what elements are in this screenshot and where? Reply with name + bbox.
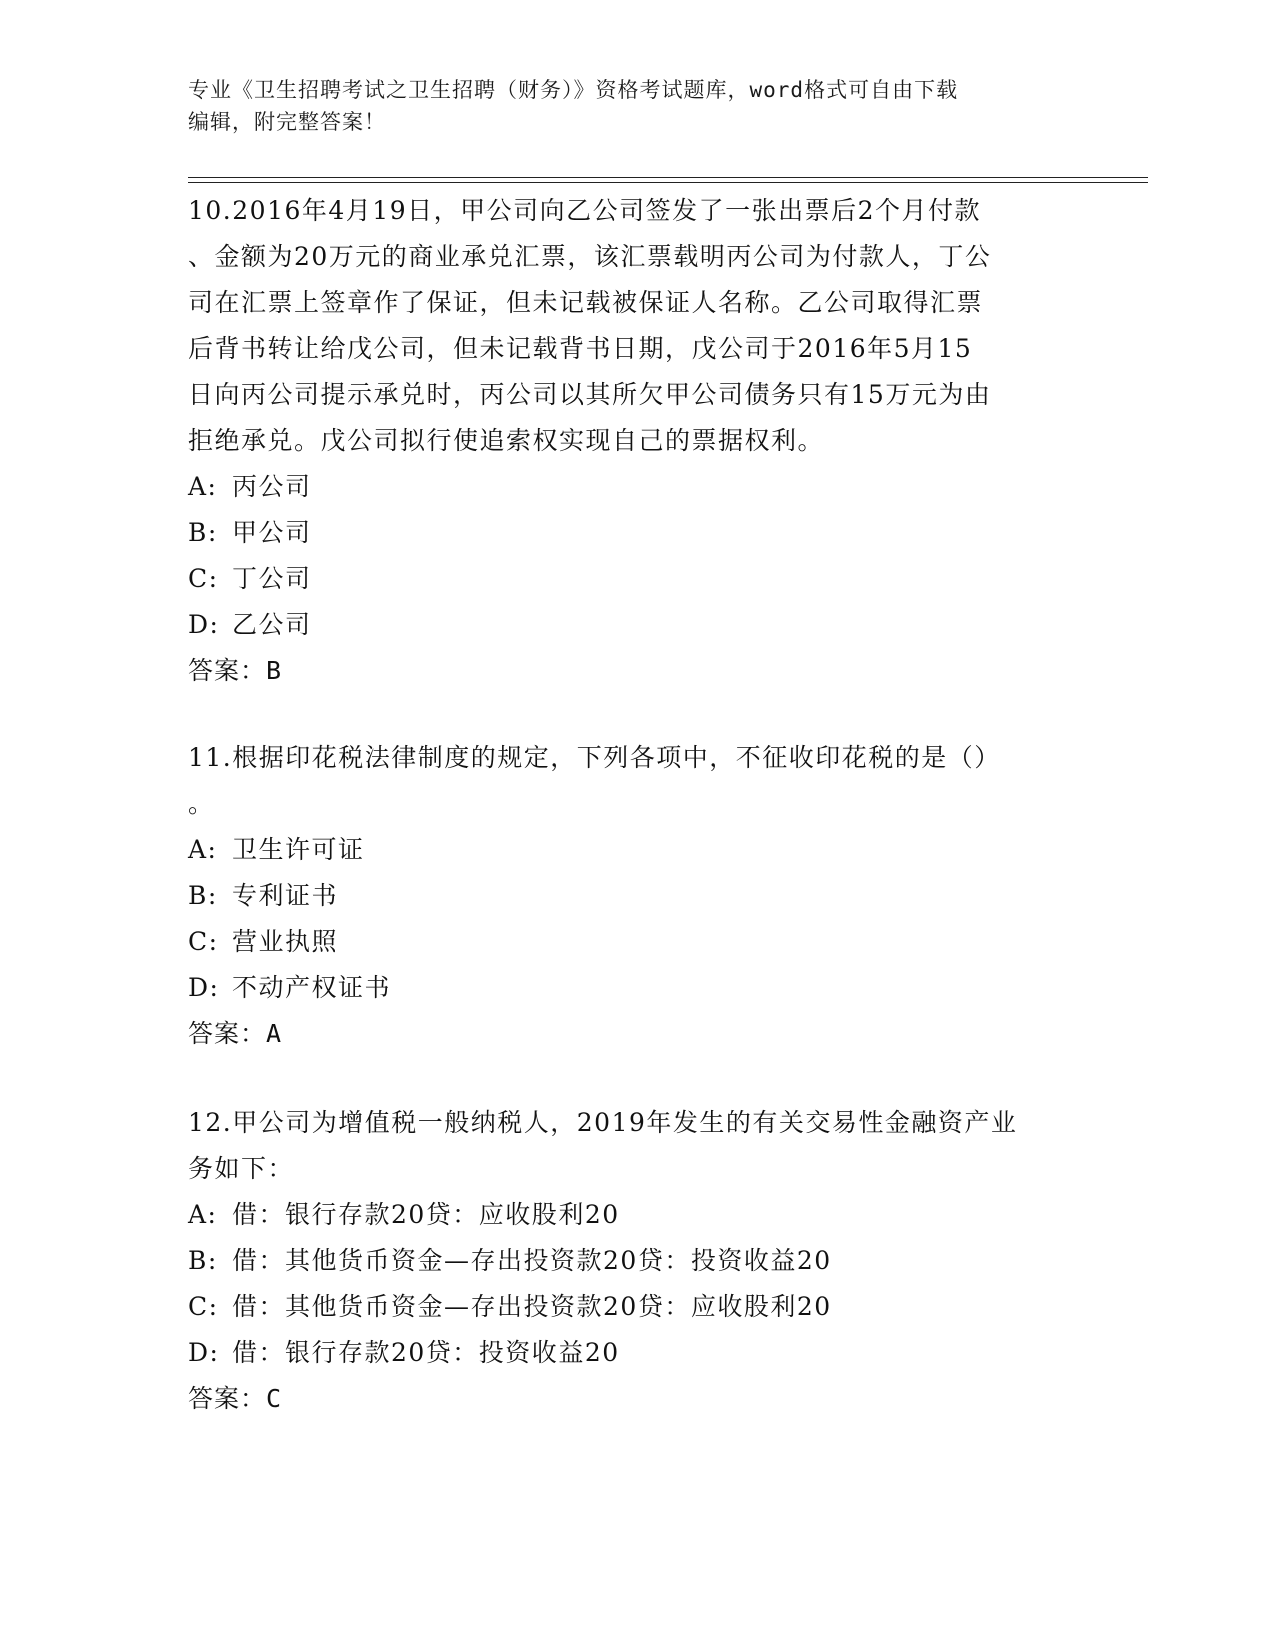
option-text: 借：银行存款20贷：投资收益20 (232, 1338, 620, 1367)
stem-line: 后背书转让给戊公司，但未记载背书日期，戊公司于2016年5月15 (188, 334, 973, 363)
option-letter: D: (188, 1338, 220, 1367)
option-b (188, 873, 1078, 919)
option-c (188, 556, 1078, 602)
stem-line: 。 (188, 789, 215, 818)
header-line-1: 专业《卫生招聘考试之卫生招聘（财务）》资格考试题库，word格式可自由下载 (188, 78, 959, 102)
header-divider-bottom (188, 182, 1148, 183)
option-d (188, 1330, 1078, 1376)
option-text: 不动产权证书 (232, 973, 392, 1002)
option-a (188, 464, 1078, 510)
stem-line: 拒绝承兑。戊公司拟行使追索权实现自己的票据权利。 (188, 426, 825, 455)
stem-line: 务如下： (188, 1154, 295, 1183)
option-b (188, 1238, 1078, 1284)
option-letter: B: (188, 518, 218, 547)
option-letter: A: (188, 472, 218, 501)
answer-line: 答案：A (188, 1019, 283, 1048)
option-text: 乙公司 (232, 610, 312, 639)
option-letter: D: (188, 610, 220, 639)
option-a (188, 1192, 1078, 1238)
option-letter: C: (188, 564, 219, 593)
question-stem (188, 735, 1078, 827)
question-stem (188, 1100, 1078, 1192)
option-d (188, 602, 1078, 648)
question-stem (188, 188, 1078, 464)
option-letter: C: (188, 1292, 219, 1321)
option-c (188, 919, 1078, 965)
option-text: 营业执照 (232, 927, 339, 956)
option-text: 丁公司 (232, 564, 312, 593)
option-letter: D: (188, 973, 220, 1002)
option-text: 借：银行存款20贷：应收股利20 (232, 1200, 620, 1229)
option-letter: A: (188, 835, 218, 864)
option-text: 借：其他货币资金—存出投资款20贷：投资收益20 (232, 1246, 832, 1275)
stem-line: 12.甲公司为增值税一般纳税人，2019年发生的有关交易性金融资产业 (188, 1108, 1018, 1137)
option-text: 丙公司 (232, 472, 312, 501)
document-header (188, 74, 1068, 138)
option-text: 专利证书 (232, 881, 339, 910)
stem-line: 、金额为20万元的商业承兑汇票，该汇票载明丙公司为付款人，丁公 (188, 242, 992, 271)
option-letter: A: (188, 1200, 218, 1229)
option-d (188, 965, 1078, 1011)
answer-line: 答案：B (188, 656, 283, 685)
option-text: 甲公司 (232, 518, 312, 547)
option-a (188, 827, 1078, 873)
answer-line: 答案：C (188, 1384, 283, 1413)
option-text: 借：其他货币资金—存出投资款20贷：应收股利20 (232, 1292, 832, 1321)
option-letter: B: (188, 1246, 218, 1275)
option-c (188, 1284, 1078, 1330)
stem-line: 11.根据印花税法律制度的规定，下列各项中，不征收印花税的是（） (188, 743, 1001, 772)
header-divider-top (188, 177, 1148, 178)
stem-line: 司在汇票上签章作了保证，但未记载被保证人名称。乙公司取得汇票 (188, 288, 984, 317)
stem-line: 日向丙公司提示承兑时，丙公司以其所欠甲公司债务只有15万元为由 (188, 380, 992, 409)
option-text: 卫生许可证 (232, 835, 365, 864)
option-b (188, 510, 1078, 556)
question-12 (188, 1100, 1078, 1422)
stem-line: 10.2016年4月19日，甲公司向乙公司签发了一张出票后2个月付款 (188, 196, 982, 225)
question-10 (188, 188, 1078, 694)
option-letter: C: (188, 927, 219, 956)
question-11 (188, 735, 1078, 1057)
header-line-2: 编辑，附完整答案！ (188, 110, 386, 134)
option-letter: B: (188, 881, 218, 910)
